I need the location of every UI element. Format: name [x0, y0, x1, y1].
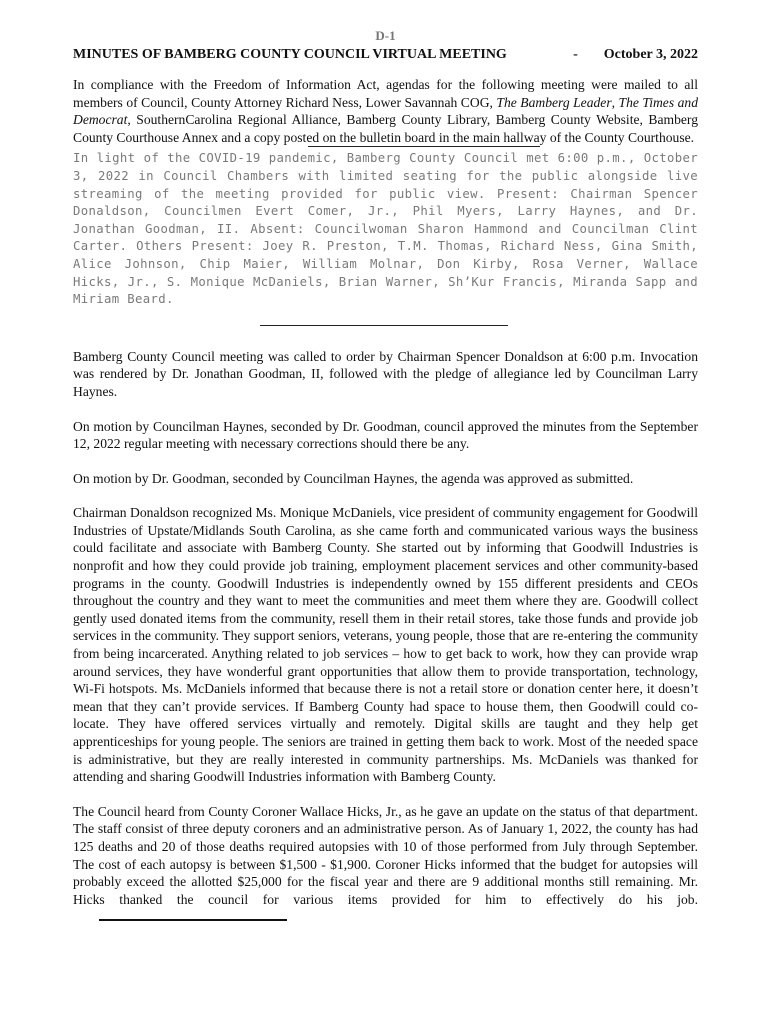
- agenda-approval-paragraph: On motion by Dr. Goodman, seconded by Councilman Haynes, the agenda was approved as submitted.: [73, 470, 634, 486]
- goodwill-presentation-paragraph: Chairman Donaldson recognized Ms. Monique McDaniels, vice president of community engagement for Goodwill Industries of Upstate/Midlands South Carolina, as she came forth and communicated various ways the business could facilitate and associate with Bamberg County. She started out by informing that Goodwill Industries is nonprofit and how they could provide job training, employment placement services and other community-based programs in the county. Goodwill Industries is independently owned by 155 different presidents and CEOs throughout the country and they want to meet the communities and meet them where they are. Goodwill collect gently used donated items from the community, resell them in their retail stores, take those funds and provide job services in the community. They support seniors, veterans, young people, those that are re-entering the community from being incarcerated. Anything related to job services – how to get back to work, how they can provide wrap around services, they have wonderful grant opportunities that allow them to provide transportation, technology, Wi-Fi hotspots. Ms. McDaniels informed that because there is not a retail store or donation center here, it doesn’t mean that they can’t provide services. If Bamberg County had space to house them, then Goodwill could co-locate. They have offered services virtually and remotely. Digital skills are taught and they help get apprenticeships for young people. The seniors are trained in getting them back to work. Most of the needed space is administrative, but they are really interested in community partnerships. Ms. McDaniels was thanked for attending and sharing Goodwill Industries information with Bamberg County.: [73, 505, 698, 785]
- divider-middle: [260, 325, 508, 326]
- document-title: MINUTES OF BAMBERG COUNTY COUNCIL VIRTUAL MEETING: [73, 47, 507, 62]
- meeting-date: October 3, 2022: [603, 47, 698, 62]
- minutes-approval-paragraph: On motion by Councilman Haynes, seconded by Dr. Goodman, council approved the minutes from the September 12, 2022 regular meeting with necessary corrections should there be any.: [73, 418, 698, 452]
- coroner-update-text: The Council heard from County Coroner Wallace Hicks, Jr., as he gave an update on the status of that department. The staff consist of three deputy coroners and an administrative person. As of January 1, 2022, the county has had 125 deaths and 20 of those deaths required autopsies with 10 of those performed from July through September. The cost of each autopsy is between $1,500 - $1,900. Coroner Hicks informed that the budget for autopsies will probably exceed the allotted $25,000 for the fiscal year and there are 9 additional months still remaining. Mr. Hicks thanked the council for various items provided for him to effectively do his job.: [73, 803, 698, 907]
- coroner-update-paragraph: [73, 803, 698, 926]
- foia-text-comma: ,: [611, 94, 619, 110]
- call-to-order-paragraph: Bamberg County Council meeting was called to order by Chairman Spencer Donaldson at 6:00 p.m. Invocation was rendered by Dr. Jonathan Goodman, II, followed with the pledge of allegiance led by Councilman Larry Haynes.: [73, 348, 698, 399]
- title-separator: -: [573, 47, 578, 62]
- end-underline: [99, 919, 287, 921]
- divider-top: [308, 146, 540, 147]
- attendance-paragraph: In light of the COVID-19 pandemic, Bamberg County Council met 6:00 p.m., October 3, 2022 in Council Chambers with limited seating for the public alongside live streaming of the meeting provided for public view. Present: Chairman Spencer Donaldson, Councilmen Evert Comer, Jr., Phil Myers, Larry Haynes, and Dr. Jonathan Goodman, II. Absent: Councilwoman Sharon Hammond and Councilman Clint Carter. Others Present: Joey R. Preston, T.M. Thomas, Richard Ness, Gina Smith, Alice Johnson, Chip Maier, William Molnar, Don Kirby, Rosa Verner, Wallace Hicks, Jr., S. Monique McDaniels, Brian Warner, Sh’Kur Francis, Miranda Sapp and Miriam Beard.: [73, 151, 698, 307]
- newspaper-bamberg-leader: The Bamberg Leader: [496, 94, 612, 110]
- newspaper-times-democrat: The Times and Democrat: [73, 94, 699, 128]
- foia-text-start: In compliance with the Freedom of Information Act, agendas for the following meeting were mailed to all members of Council, County Attorney Richard Ness, Lower Savannah COG,: [73, 77, 698, 110]
- document-header: [73, 46, 698, 64]
- page-identifier: D-1: [375, 28, 396, 43]
- foia-compliance-paragraph: [73, 76, 698, 146]
- foia-text-end: , SouthernCarolina Regional Alliance, Bamberg County Library, Bamberg County Website, Bamberg County Courthouse Annex and a copy posted on the bulletin board in the main hallway of the County Courthouse.: [73, 112, 698, 145]
